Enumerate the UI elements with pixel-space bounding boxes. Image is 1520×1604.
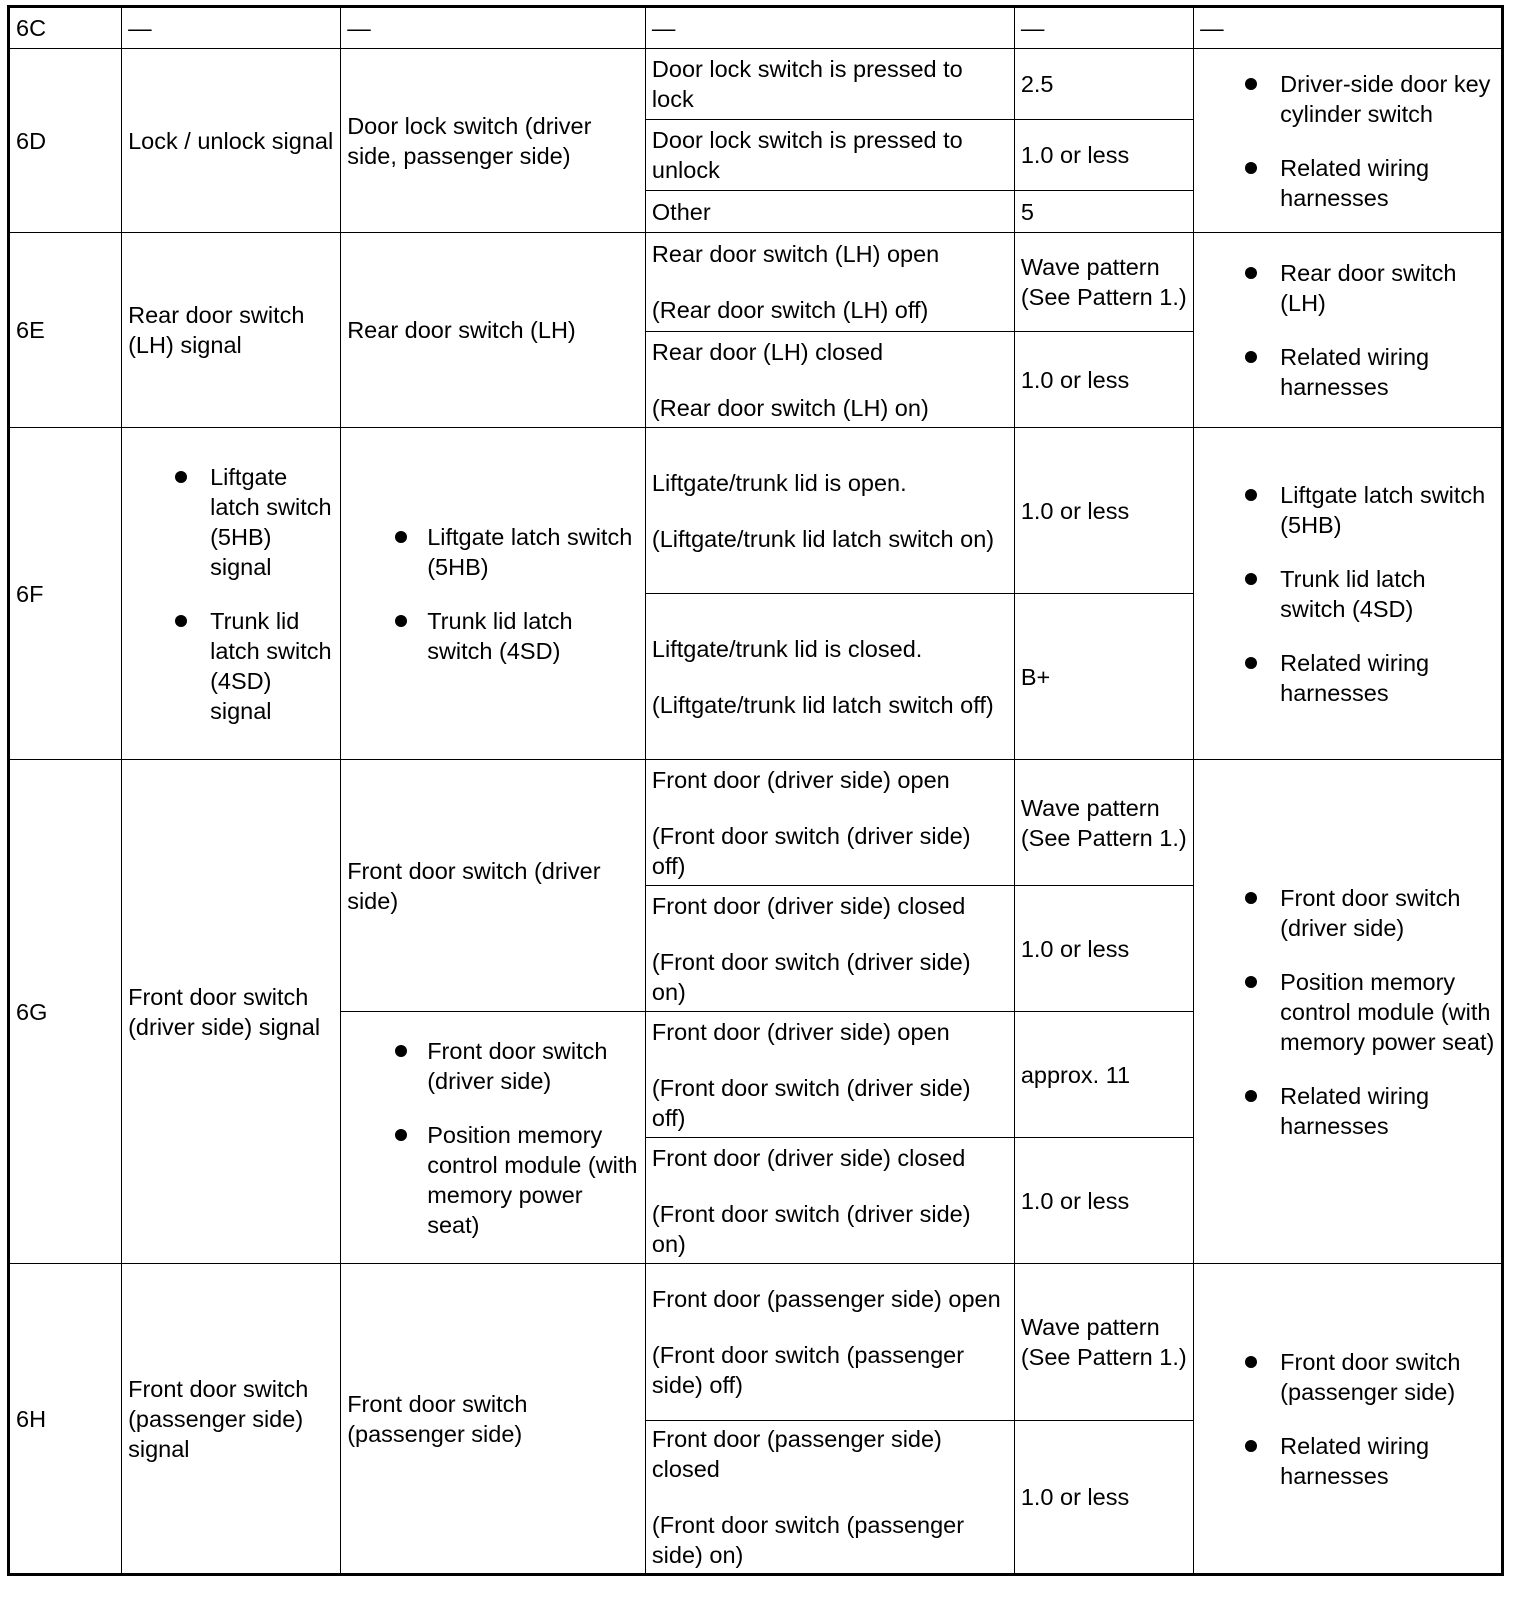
signal-cell: Lock / unlock signal <box>122 49 341 233</box>
list-item-text: Related wiring harnesses <box>1280 344 1430 400</box>
list-item <box>1200 648 1495 708</box>
condition-text: Front door (passenger side) closed <box>651 1426 942 1482</box>
terminal-spec-table <box>7 5 1504 1576</box>
list-item <box>1200 967 1495 1057</box>
list-item-text: Related wiring harnesses <box>1280 649 1430 706</box>
voltage-cell: — <box>1014 7 1193 49</box>
inspection-cell <box>1194 233 1503 428</box>
bullet-icon <box>1245 78 1257 90</box>
condition-cell <box>645 233 1014 332</box>
inspection-list <box>1200 69 1495 213</box>
bullet-icon <box>1245 351 1257 363</box>
list-item <box>1200 69 1495 129</box>
signal-list <box>128 462 334 726</box>
condition-cell <box>645 886 1014 1012</box>
inspection-cell: — <box>1194 7 1503 49</box>
list-item-text: Related wiring harnesses <box>1280 154 1430 211</box>
condition-note: (Front door switch (driver side) off) <box>651 822 971 879</box>
list-item-text: Trunk lid latch switch (4SD) signal <box>210 607 332 724</box>
table-row <box>9 760 1503 886</box>
table-row <box>9 428 1503 594</box>
condition-cell <box>645 594 1014 760</box>
voltage-cell: 1.0 or less <box>1014 886 1193 1012</box>
condition-cell <box>645 49 1014 120</box>
inspection-cell <box>1194 49 1503 233</box>
inspection-list <box>1200 883 1495 1141</box>
table-row <box>9 1264 1503 1421</box>
connected-to-cell: Front door switch (driver side) <box>341 760 646 1012</box>
condition-cell <box>645 1421 1014 1575</box>
voltage-cell: B+ <box>1014 594 1193 760</box>
voltage-cell: 1.0 or less <box>1014 428 1193 594</box>
voltage-cell: 1.0 or less <box>1014 1138 1193 1264</box>
list-item <box>128 462 334 582</box>
voltage-cell: Wave pattern (See Pattern 1.) <box>1014 233 1193 332</box>
voltage-cell: Wave pattern (See Pattern 1.) <box>1014 1264 1193 1421</box>
condition-text: Door lock switch is pressed to lock <box>651 56 963 112</box>
list-item <box>1200 342 1495 402</box>
voltage-cell: approx. 11 <box>1014 1012 1193 1138</box>
signal-cell: Front door switch (passenger side) signal <box>122 1264 341 1575</box>
inspection-cell <box>1194 760 1503 1264</box>
bullet-icon <box>1245 1440 1257 1452</box>
list-item-text: Front door switch (passenger side) <box>1280 1348 1461 1405</box>
list-item <box>1200 153 1495 213</box>
condition-cell <box>645 120 1014 191</box>
list-item <box>128 606 334 726</box>
condition-text: Rear door (LH) closed <box>651 338 884 365</box>
condition-note: (Front door switch (driver side) on) <box>651 948 971 1005</box>
inspection-cell <box>1194 1264 1503 1575</box>
list-item <box>1200 258 1495 318</box>
connected-to-cell: Front door switch (passenger side) <box>341 1264 646 1575</box>
terminal-cell: 6H <box>9 1264 122 1575</box>
condition-note: (Liftgate/trunk lid latch switch on) <box>651 525 995 552</box>
table-row <box>9 49 1503 120</box>
terminal-cell: 6D <box>9 49 122 233</box>
voltage-cell: 2.5 <box>1014 49 1193 120</box>
condition-cell <box>645 1012 1014 1138</box>
bullet-icon <box>395 1045 407 1057</box>
bullet-icon <box>175 615 187 627</box>
voltage-cell: 5 <box>1014 191 1193 233</box>
list-item-text: Trunk lid latch switch (4SD) <box>427 607 573 664</box>
table-row <box>9 233 1503 332</box>
list-item <box>1200 883 1495 943</box>
condition-text: Front door (driver side) closed <box>651 1144 966 1171</box>
condition-note: (Front door switch (driver side) off) <box>651 1074 971 1131</box>
terminal-cell: 6E <box>9 233 122 428</box>
condition-text: Front door (driver side) closed <box>651 892 966 919</box>
condition-note: (Rear door switch (LH) on) <box>651 394 929 421</box>
terminal-cell: 6C <box>9 7 122 49</box>
bullet-icon <box>1245 1356 1257 1368</box>
list-item-text: Liftgate latch switch (5HB) signal <box>210 463 332 580</box>
condition-note: (Front door switch (passenger side) off) <box>651 1342 965 1398</box>
terminal-cell: 6G <box>9 760 122 1264</box>
bullet-icon <box>1245 892 1257 904</box>
condition-cell <box>645 1264 1014 1421</box>
list-item-text: Related wiring harnesses <box>1280 1082 1430 1139</box>
voltage-cell: 1.0 or less <box>1014 1421 1193 1575</box>
bullet-icon <box>1245 267 1257 279</box>
bullet-icon <box>175 471 187 483</box>
condition-text: Liftgate/trunk lid is open. <box>651 469 907 496</box>
condition-text: Rear door switch (LH) open <box>651 241 940 267</box>
condition-text: Front door (driver side) open <box>651 1018 950 1045</box>
bullet-icon <box>1245 162 1257 174</box>
bullet-icon <box>1245 1090 1257 1102</box>
bullet-icon <box>395 1129 407 1141</box>
list-item <box>347 1120 639 1240</box>
condition-note: (Rear door switch (LH) off) <box>651 297 929 323</box>
signal-cell: Rear door switch (LH) signal <box>122 233 341 428</box>
voltage-cell: Wave pattern (See Pattern 1.) <box>1014 760 1193 886</box>
list-item <box>1200 480 1495 540</box>
signal-cell: — <box>122 7 341 49</box>
list-item-text: Trunk lid latch switch (4SD) <box>1280 565 1426 622</box>
table-row <box>9 7 1503 49</box>
list-item <box>1200 1431 1495 1491</box>
list-item <box>1200 564 1495 624</box>
condition-cell <box>645 191 1014 233</box>
condition-cell <box>645 332 1014 428</box>
list-item <box>347 606 639 666</box>
connected-to-cell <box>341 1012 646 1264</box>
bullet-icon <box>1245 573 1257 585</box>
inspection-list <box>1200 258 1495 402</box>
inspection-list <box>1200 1347 1495 1491</box>
inspection-cell <box>1194 428 1503 760</box>
bullet-icon <box>1245 489 1257 501</box>
bullet-icon <box>1245 657 1257 669</box>
condition-note: (Liftgate/trunk lid latch switch off) <box>651 691 994 718</box>
condition-text: Other <box>651 198 711 225</box>
bullet-icon <box>1245 976 1257 988</box>
connected-to-list <box>347 522 639 666</box>
voltage-cell: 1.0 or less <box>1014 332 1193 428</box>
condition-note: (Front door switch (driver side) on) <box>651 1200 971 1257</box>
bullet-icon <box>395 531 407 543</box>
list-item <box>347 522 639 582</box>
condition-cell <box>645 428 1014 594</box>
list-item <box>1200 1347 1495 1407</box>
list-item-text: Front door switch (driver side) <box>1280 884 1461 941</box>
bullet-icon <box>395 615 407 627</box>
list-item-text: Front door switch (driver side) <box>427 1037 608 1094</box>
list-item-text: Position memory control module (with memory power seat) <box>1280 968 1495 1055</box>
list-item-text: Driver-side door key cylinder switch <box>1280 70 1491 127</box>
connected-to-cell: — <box>341 7 646 49</box>
condition-cell <box>645 760 1014 886</box>
list-item-text: Rear door switch (LH) <box>1280 260 1457 316</box>
connected-to-cell <box>341 428 646 760</box>
condition-cell: — <box>645 7 1014 49</box>
connected-to-list <box>347 1036 639 1240</box>
inspection-list <box>1200 480 1495 708</box>
terminal-cell: 6F <box>9 428 122 760</box>
list-item <box>1200 1081 1495 1141</box>
condition-note: (Front door switch (passenger side) on) <box>651 1512 965 1568</box>
condition-text: Door lock switch is pressed to unlock <box>651 127 963 183</box>
signal-cell: Front door switch (driver side) signal <box>122 760 341 1264</box>
connected-to-cell: Door lock switch (driver side, passenger side) <box>341 49 646 233</box>
list-item-text: Related wiring harnesses <box>1280 1432 1430 1489</box>
condition-text: Liftgate/trunk lid is closed. <box>651 635 923 662</box>
list-item-text: Liftgate latch switch (5HB) <box>427 523 633 580</box>
condition-cell <box>645 1138 1014 1264</box>
condition-text: Front door (driver side) open <box>651 766 950 793</box>
list-item-text: Position memory control module (with memory power seat) <box>427 1121 638 1238</box>
condition-text: Front door (passenger side) open <box>651 1286 1001 1312</box>
signal-cell <box>122 428 341 760</box>
voltage-cell: 1.0 or less <box>1014 120 1193 191</box>
list-item-text: Liftgate latch switch (5HB) <box>1280 481 1486 538</box>
connected-to-cell: Rear door switch (LH) <box>341 233 646 428</box>
list-item <box>347 1036 639 1096</box>
